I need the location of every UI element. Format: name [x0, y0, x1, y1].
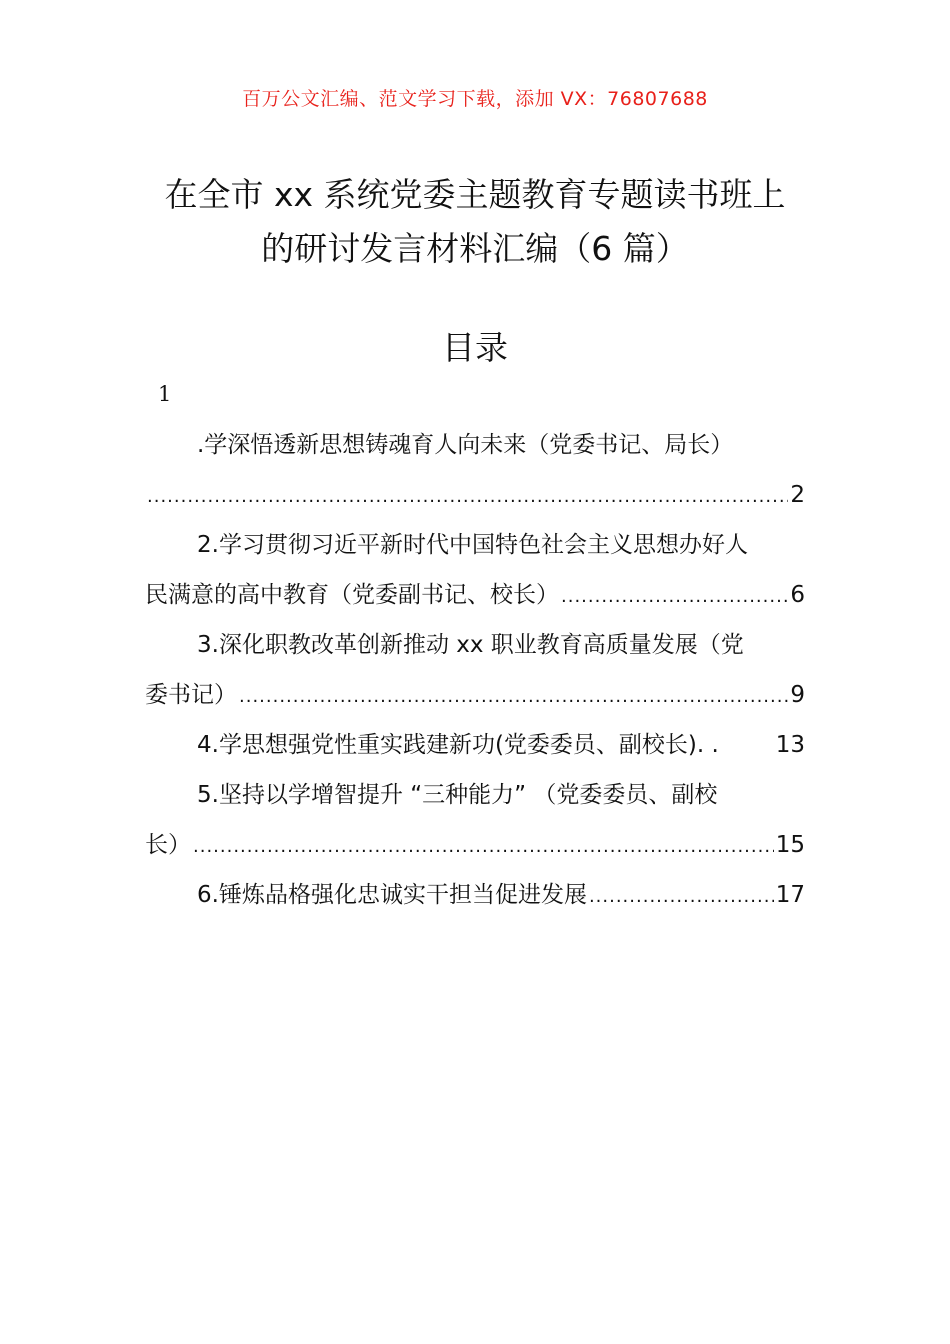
- toc-entry-1-dot-leader: [147, 472, 788, 520]
- toc-entry-2-leader-line[interactable]: [145, 570, 805, 620]
- document-title-line-1: 在全市 xx 系统党委主题教育专题读书班上: [164, 175, 786, 214]
- toc-entry-5-title-part-1: 5.坚持以学增智提升 “三种能力” （党委委员、副校: [197, 782, 718, 808]
- toc-stray-number: 1: [158, 382, 172, 406]
- toc-entry-3-title-part-1: 3.深化职教改革创新推动 xx 职业教育高质量发展（党: [197, 632, 744, 658]
- toc-entry-1-title-line[interactable]: [145, 420, 805, 470]
- toc-entry-3-title-line[interactable]: [145, 620, 805, 670]
- toc-entry-6-dot-leader: [589, 872, 774, 920]
- toc-entry-3-page: 9: [790, 682, 805, 708]
- toc-entry-6-title: 6.锤炼品格强化忠诚实干担当促进发展: [197, 882, 587, 908]
- toc-entry-4-page: 13: [775, 732, 805, 758]
- toc-entry-2-title-line[interactable]: [145, 520, 805, 570]
- document-title-line-2: 的研讨发言材料汇编（6 篇）: [261, 229, 689, 268]
- toc-entry-4-title: 4.学思想强党性重实践建新功(党委委员、副校长). .: [197, 732, 719, 758]
- toc-entry-5-title-line[interactable]: [145, 770, 805, 820]
- toc-entry-3-leader-line[interactable]: [145, 670, 805, 720]
- toc-entry-4-line[interactable]: [145, 720, 805, 770]
- toc-entry-5-page: 15: [775, 832, 805, 858]
- toc-entry-1-page: 2: [790, 482, 805, 508]
- table-of-contents: [145, 420, 805, 920]
- toc-entry-2-dot-leader: [561, 572, 788, 620]
- toc-heading: 目录: [442, 328, 508, 367]
- document-title: [100, 168, 850, 276]
- toc-entry-3-title-part-2: 委书记）: [145, 682, 237, 708]
- toc-entry-2-title-part-2: 民满意的高中教育（党委副书记、校长）: [145, 582, 559, 608]
- toc-entry-3-dot-leader: [239, 672, 788, 720]
- toc-entry-1-leader-line[interactable]: [145, 470, 805, 520]
- toc-entry-2-page: 6: [790, 582, 805, 608]
- toc-entry-2-title-part-1: 2.学习贯彻习近平新时代中国特色社会主义思想办好人: [197, 532, 748, 558]
- toc-entry-5-dot-leader: [193, 822, 774, 870]
- toc-entry-6-line[interactable]: [145, 870, 805, 920]
- toc-entry-5-leader-line[interactable]: [145, 820, 805, 870]
- header-watermark-note: 百万公文汇编、范文学习下载，添加 VX：76807688: [242, 88, 708, 110]
- toc-entry-1-title: .学深悟透新思想铸魂育人向未来（党委书记、局长）: [197, 432, 734, 458]
- toc-entry-5-title-part-2: 长）: [145, 832, 191, 858]
- toc-entry-6-page: 17: [775, 882, 805, 908]
